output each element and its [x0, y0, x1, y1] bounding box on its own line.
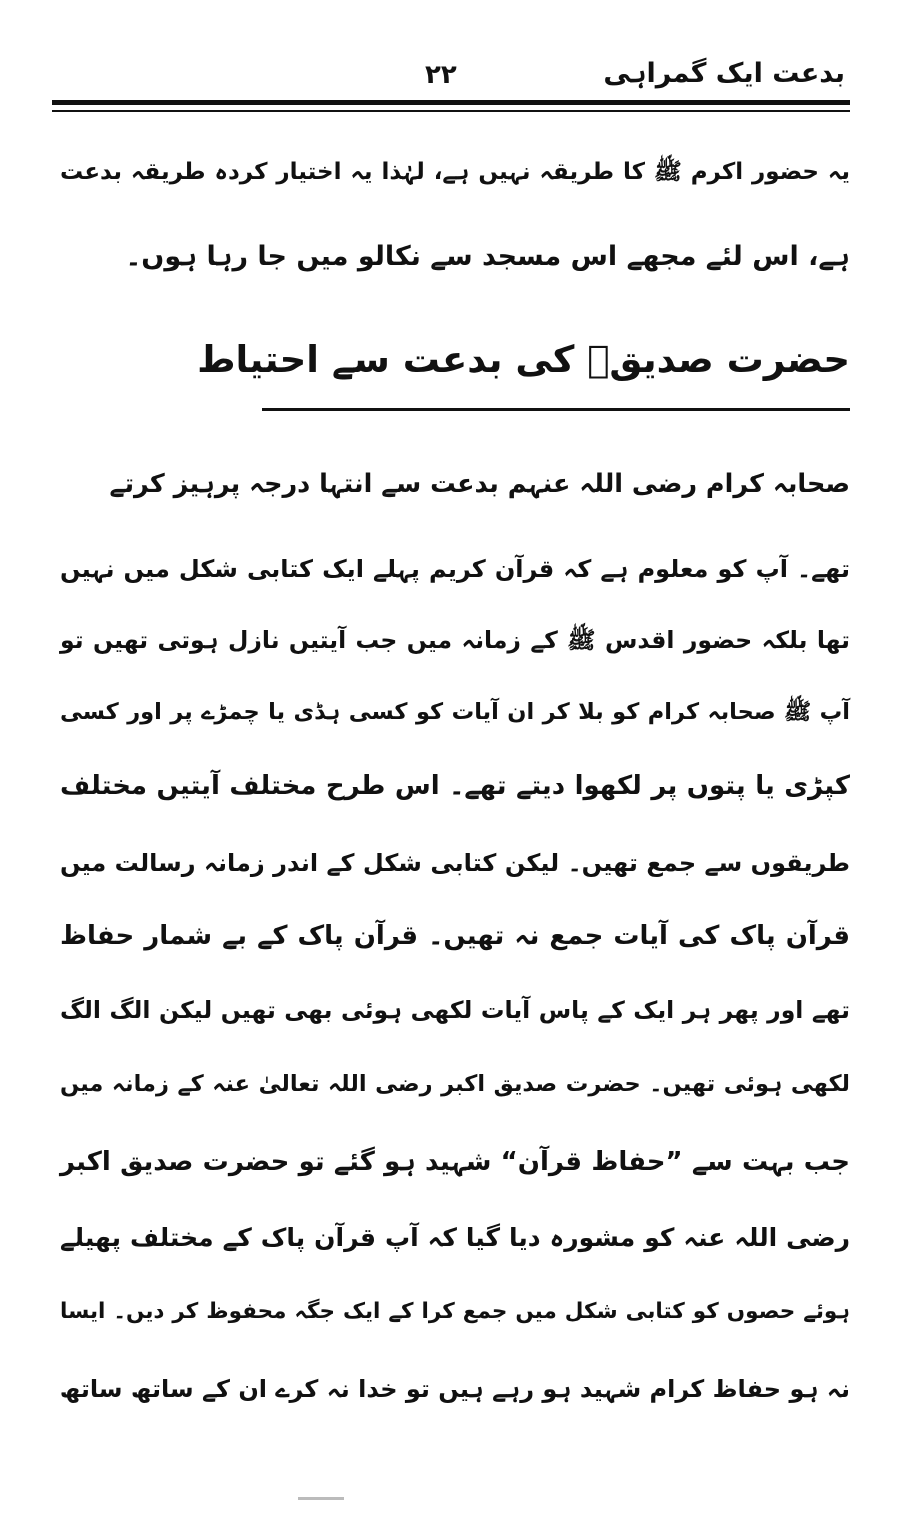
page-header: [55, 58, 845, 98]
scan-smudge: [298, 1497, 344, 1500]
header-rule-thick: [52, 100, 850, 105]
body-line: طریقوں سے جمع تھیں۔ لیکن کتابی شکل کے اندر زمانہ رسالت میں: [60, 849, 850, 877]
intro-line: ہے، اس لئے مجھے اس مسجد سے نکالو میں جا رہا ہوں۔: [125, 241, 850, 272]
body-line: لکھی ہوئی تھیں۔ حضرت صدیق اکبر رضی اللہ تعالیٰ عنہ کے زمانہ میں: [60, 1071, 850, 1097]
body-line: آپ ﷺ صحابہ کرام کو بلا کر ان آیات کو کسی ہڈی یا چمڑے پر اور کسی: [60, 699, 850, 725]
body-line: نہ ہو حفاظ کرام شہید ہو رہے ہیں تو خدا نہ کرے ان کے ساتھ ساتھ: [59, 1375, 850, 1403]
body-line: جب بہت سے ”حفاظ قرآن“ شہید ہو گئے تو حضرت صدیق اکبر: [60, 1147, 850, 1177]
body-line: قرآن پاک کی آیات جمع نہ تھیں۔ قرآن پاک کے بے شمار حفاظ: [60, 921, 850, 951]
body-line: تھا بلکہ حضور اقدس ﷺ کے زمانہ میں جب آیتیں نازل ہوتی تھیں تو: [60, 626, 850, 654]
body-line: ہوئے حصوں کو کتابی شکل میں جمع کرا کے ایک جگہ محفوظ کر دیں۔ ایسا: [60, 1299, 850, 1324]
page-number: ۲۲: [425, 60, 457, 90]
running-title: بدعت ایک گمراہی: [603, 58, 845, 89]
header-rule-thin: [52, 110, 850, 112]
body-line: کپڑی یا پتوں پر لکھوا دیتے تھے۔ اس طرح مختلف آیتیں مختلف: [60, 771, 850, 801]
intro-line: یہ حضور اکرم ﷺ کا طریقہ نہیں ہے، لہٰذا یہ اختیار کردہ طریقہ بدعت: [60, 159, 850, 185]
heading-underline: [262, 408, 850, 411]
body-line: تھے۔ آپ کو معلوم ہے کہ قرآن کریم پہلے ایک کتابی شکل میں نہیں: [60, 555, 850, 583]
body-line: رضی اللہ عنہ کو مشورہ دیا گیا کہ آپ قرآن پاک کے مختلف پھیلے: [60, 1223, 850, 1252]
body-line: صحابہ کرام رضی اللہ عنہم بدعت سے انتہا درجہ پرہیز کرتے: [109, 469, 850, 499]
body-line: تھے اور پھر ہر ایک کے پاس آیات لکھی ہوئی بھی تھیں لیکن الگ الگ: [60, 996, 850, 1024]
section-heading: حضرت صدیقؓ کی بدعت سے احتیاط: [197, 338, 850, 381]
